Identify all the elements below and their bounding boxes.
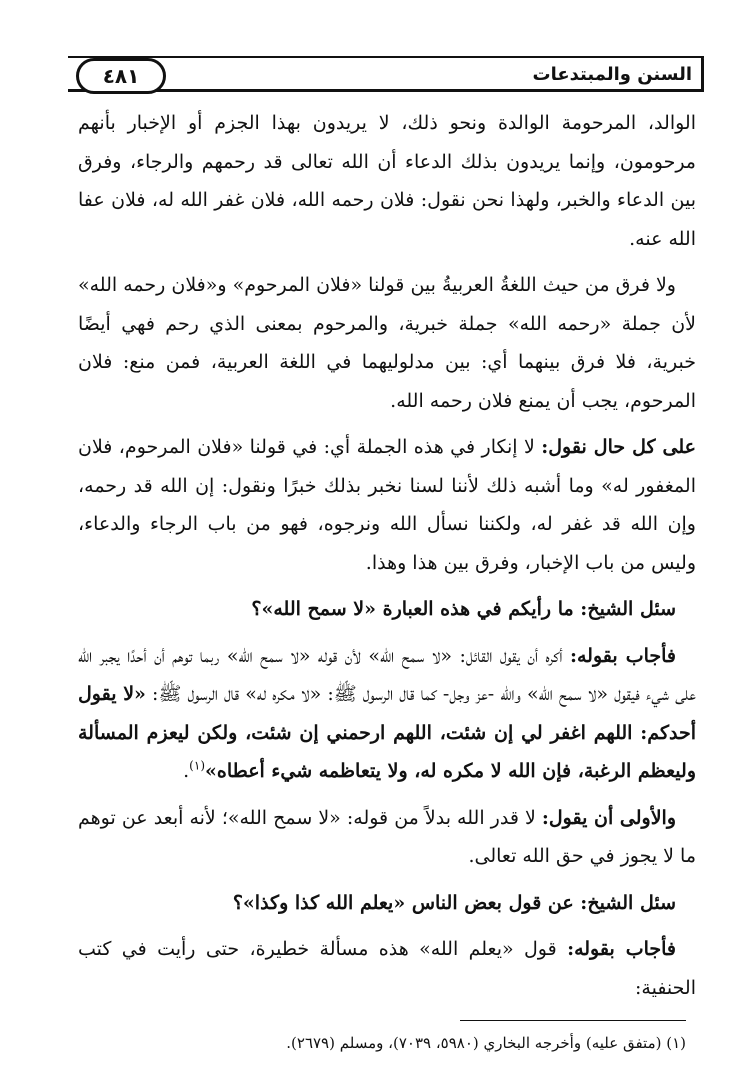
question-1 [78,590,696,629]
header-frame-cap [701,56,704,92]
answer-text: أكره أن يقول القائل: «لا سمح الله» لأن قوله «لا سمح الله» ربما توهم أن أحدًا يجبر الله على شيء فيقول «لا سمح الله» والله -عز وجل- كما قال الرسول ﷺ: «لا مكره له» قال الرسول ﷺ: [78,644,696,705]
answer-lead: فأجاب بقوله: [569,644,676,667]
hadith-quote: «لا يقول أحدكم: اللهم اغفر لي إن شئت، اللهم ارحمني إن شئت، ولكن ليعزم المسألة وليعظم الرغبة، فإن الله لا مكره له، ولا يتعاظمه شيء أعطاه» [78,683,696,782]
paragraph-lead: والأولى أن يقول: [541,806,676,829]
footnote-divider [460,1020,686,1021]
paragraph-text: لا قدر الله بدلاً من قوله: «لا سمح الله»؛ لأنه أبعد عن توهم ما لا يجوز في حق الله تعالى. [78,806,696,867]
question-2 [78,884,696,923]
answer-text: قول «يعلم الله» هذه مسألة خطيرة، حتى رأيت في كتب الحنفية: [78,938,696,999]
footnote: (١) (متفق عليه) وأخرجه البخاري (٥٩٨٠، ٧٠٣٩)، ومسلم (٢٦٧٩). [286,1034,686,1052]
answer-1 [78,637,696,791]
page-header [68,50,704,92]
page-number: ٤٨١ [76,58,166,94]
running-title: السنن والمبتدعات [532,64,692,85]
header-rule-top [68,56,704,58]
paragraph-2 [78,266,696,420]
footnote-mark: (١) [189,758,205,773]
question-text: سئل الشيخ: عن قول بعض الناس «يعلم الله كذا وكذا»؟ [232,891,676,914]
paragraph-6 [78,799,696,876]
page-body [78,104,696,1015]
paragraph-text: ولا فرق من حيث اللغةُ العربيةُ بين قولنا «فلان المرحوم» و«فلان رحمه الله» لأن جملة «رحمه الله» جملة خبرية، والمرحوم بمعنى الذي رحم فهي أيضًا خبرية، فلا فرق بينهما أي: بين مدلوليهما في اللغة العربية، فمن منع: فلان المرحوم، يجب أن يمنع فلان رحمه الله. [78,274,696,412]
answer-2 [78,930,696,1007]
header-rule-bottom [68,89,704,92]
question-text: سئل الشيخ: ما رأيكم في هذه العبارة «لا سمح الله»؟ [251,598,676,620]
paragraph-text: لا إنكار في هذه الجملة أي: في قولنا «فلان المرحوم، فلان المغفور له» وما أشبه ذلك لأننا لسنا نخبر بذلك خبرًا ونقول: إن الله قد رحمه، وإن الله قد غفر له، ولكننا نسأل الله ونرجوه، فهو من باب الرجاء والدعاء، وليس من باب الإخبار، وفرق بين هذا وهذا. [78,436,696,574]
sentence-end: . [183,760,190,782]
paragraph-3 [78,428,696,582]
paragraph-1 [78,104,696,258]
paragraph-text: الوالد، المرحومة الوالدة ونحو ذلك، لا يريدون بهذا الجزم أو الإخبار بأنهم مرحومون، وإنما يريدون بذلك الدعاء أن الله تعالى قد رحمهم والرجاء، وفرق بين الدعاء والخبر، ولهذا نحن نقول: فلان رحمه الله، فلان غفر الله له، فلان عفا الله عنه. [78,112,696,250]
answer-lead: فأجاب بقوله: [567,938,676,960]
paragraph-lead: على كل حال نقول: [541,436,697,458]
